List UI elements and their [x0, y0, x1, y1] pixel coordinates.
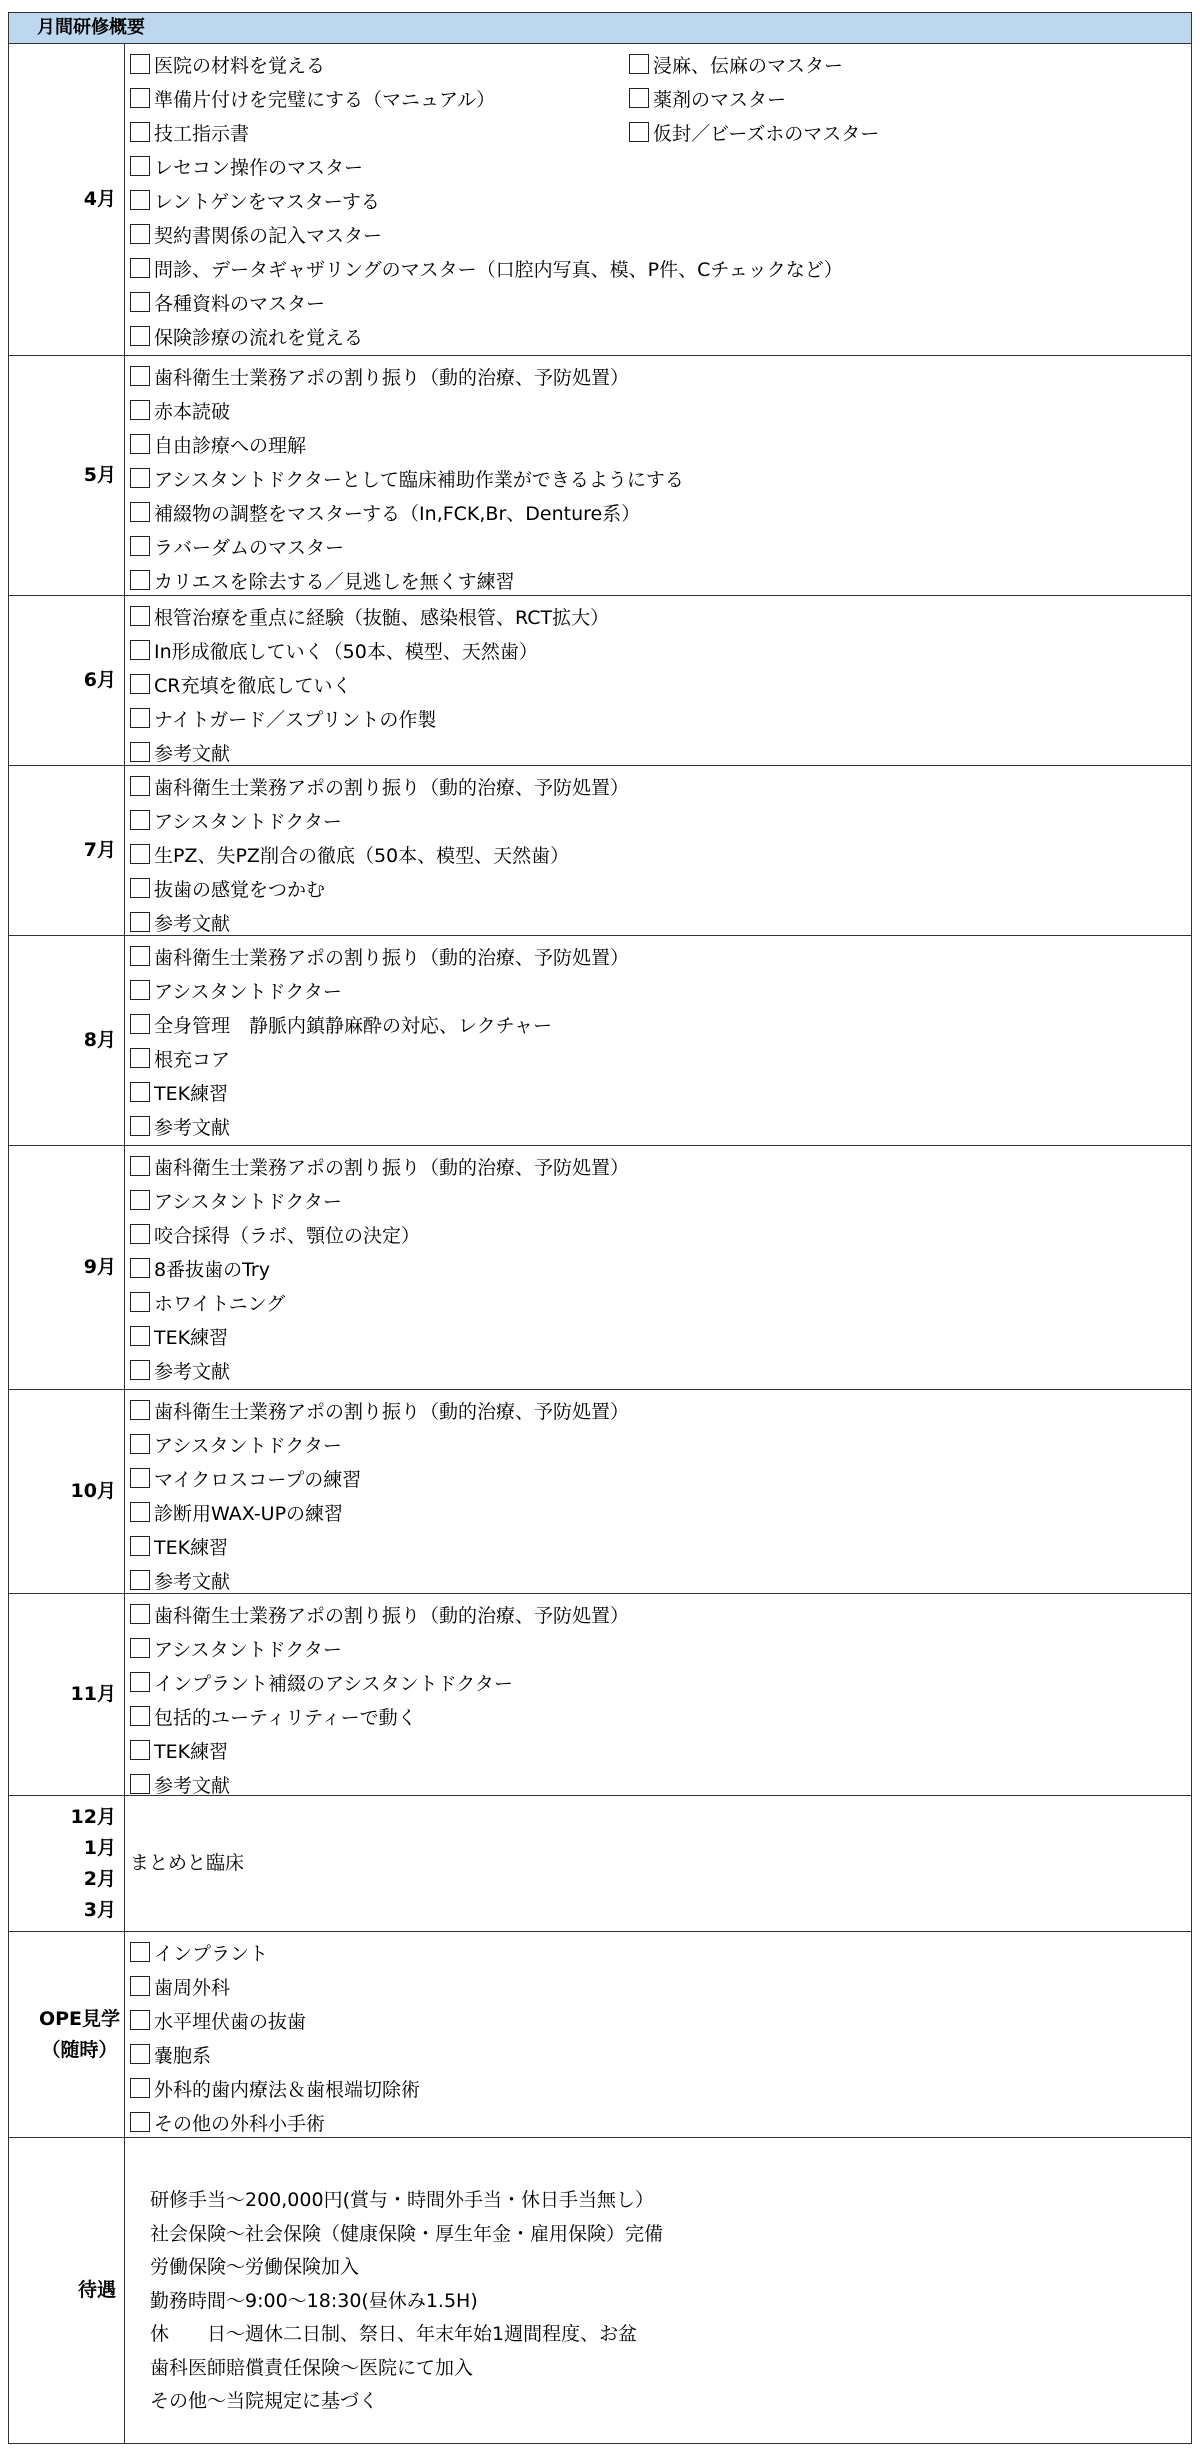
section-treatment [8, 2138, 1192, 2444]
task-label: 歯周外科 [154, 1976, 231, 1999]
checkbox[interactable] [130, 292, 150, 312]
treatment-lines [150, 2184, 663, 2419]
month-label: 7月 [83, 839, 116, 861]
section-label: OPE見学 [38, 2007, 120, 2030]
task-label: その他の外科小手術 [154, 2112, 326, 2135]
task-label: 歯科衛生士業務アポの割り振り（動的治療、予防処置） [154, 946, 630, 969]
task-label: レントゲンをマスターする [154, 190, 380, 213]
task-label: インプラント補綴のアシスタントドクター [154, 1672, 513, 1695]
checkbox[interactable] [130, 54, 150, 74]
task-item [130, 393, 1187, 427]
checkbox[interactable] [130, 1976, 150, 1996]
task-label: 歯科衛生士業務アポの割り振り（動的治療、予防処置） [154, 1400, 630, 1423]
task-label: インプラント [154, 1942, 269, 1965]
month-cell [9, 1146, 125, 1389]
checkbox[interactable] [130, 2044, 150, 2064]
checkbox[interactable] [130, 1672, 150, 1692]
month-cell [9, 44, 125, 355]
task-label: 歯科衛生士業務アポの割り振り（動的治療、予防処置） [154, 1156, 630, 1179]
task-item [130, 1109, 1187, 1143]
task-label: 歯科衛生士業務アポの割り振り（動的治療、予防処置） [154, 1604, 630, 1627]
sheet-title: 月間研修概要 [37, 17, 145, 38]
task-label: 包括的ユーティリティーで動く [154, 1706, 417, 1729]
month-label: 5月 [83, 464, 116, 486]
checkbox[interactable] [130, 1774, 150, 1794]
checkbox[interactable] [130, 190, 150, 210]
task-item [130, 1495, 1187, 1529]
task-item [130, 871, 1187, 905]
task-item [629, 81, 1187, 115]
checkbox[interactable] [130, 258, 150, 278]
section-november [8, 1594, 1192, 1796]
task-item [130, 1935, 1187, 1969]
treatment-line: 社会保険～社会保険（健康保険・厚生年金・雇用保険）完備 [150, 2222, 664, 2245]
task-label: アシスタントドクター [154, 1638, 342, 1661]
month-label: 11月 [70, 1683, 116, 1705]
treatment-line: 研修手当～200,000円(賞与・時間外手当・休日手当無し） [150, 2189, 654, 2211]
task-item [130, 1075, 1187, 1109]
checkbox[interactable] [130, 468, 150, 488]
task-item [130, 1699, 1187, 1733]
month-cell [9, 596, 125, 765]
section-october [8, 1390, 1192, 1594]
task-item [130, 319, 1187, 353]
checkbox[interactable] [130, 536, 150, 556]
task-label: 準備片付けを完璧にする（マニュアル） [154, 88, 496, 111]
month-cell [9, 2138, 125, 2443]
task-label: 歯科衛生士業務アポの割り振り（動的治療、予防処置） [154, 776, 630, 799]
task-item [130, 2003, 1187, 2037]
task-item [130, 2071, 1187, 2105]
checkbox[interactable] [130, 1224, 150, 1244]
checkbox[interactable] [130, 156, 150, 176]
task-item [130, 1393, 1187, 1427]
checkbox[interactable] [130, 224, 150, 244]
checkbox[interactable] [130, 946, 150, 966]
month-cell [9, 1796, 125, 1931]
task-item [130, 1149, 1187, 1183]
task-label: 仮封／ビーズホのマスター [653, 122, 880, 145]
task-label: アシスタントドクター [154, 1190, 342, 1213]
task-label: 医院の材料を覚える [154, 54, 326, 77]
task-item [130, 1183, 1187, 1217]
task-item [130, 769, 1187, 803]
checkbox[interactable] [130, 1706, 150, 1726]
treatment-line: その他～当院規定に基づく [150, 2390, 379, 2412]
month-label: 4月 [83, 188, 116, 210]
checkbox[interactable] [130, 606, 150, 626]
checkbox[interactable] [130, 122, 150, 142]
task-label: 根充コア [154, 1048, 231, 1071]
task-label: アシスタントドクター [154, 980, 342, 1003]
treatment-line: 休 日～週休二日制、祭日、年末年始1週間程度、お盆 [150, 2323, 638, 2345]
task-item [130, 1461, 1187, 1495]
checkbox[interactable] [130, 2010, 150, 2030]
checkbox[interactable] [130, 1360, 150, 1380]
month-label: 1月 [83, 1836, 116, 1859]
task-label: 赤本読破 [154, 400, 231, 423]
task-item [130, 149, 1187, 183]
month-label: 12月 [70, 1805, 116, 1828]
task-item [130, 667, 1187, 701]
task-label: レセコン操作のマスター [154, 156, 364, 179]
month-label: 3月 [83, 1898, 116, 1921]
task-item [130, 1007, 1187, 1041]
checkbox[interactable] [130, 1502, 150, 1522]
task-label: CR充填を徹底していく [154, 674, 352, 697]
task-label: 歯科衛生士業務アポの割り振り（動的治療、予防処置） [154, 366, 630, 389]
task-label: 契約書関係の記入マスター [154, 224, 383, 247]
task-label: TEK練習 [154, 1082, 229, 1105]
checkbox[interactable] [130, 980, 150, 1000]
task-label: 参考文献 [154, 1774, 231, 1797]
section-july [8, 766, 1192, 936]
task-label: 嚢胞系 [154, 2044, 212, 2067]
month-cell [9, 356, 125, 595]
checkbox[interactable] [130, 1190, 150, 1210]
task-item [130, 1733, 1187, 1767]
checkbox[interactable] [130, 2112, 150, 2132]
task-item [130, 803, 1187, 837]
task-label: 各種資料のマスター [154, 292, 326, 315]
task-item [130, 183, 1187, 217]
checkbox[interactable] [130, 844, 150, 864]
task-item [130, 1969, 1187, 2003]
checkbox[interactable] [130, 912, 150, 932]
task-item [130, 563, 1187, 597]
task-label: 水平埋伏歯の抜歯 [154, 2010, 307, 2033]
section-ope-observation [8, 1932, 1192, 2138]
task-label: 問診、データギャザリングのマスター（口腔内写真、模、P件、Cチェックなど） [154, 258, 843, 281]
month-label: 6月 [83, 669, 116, 691]
checkbox[interactable] [130, 810, 150, 830]
checkbox[interactable] [130, 776, 150, 796]
task-item [130, 1563, 1187, 1597]
task-label: アシスタントドクター [154, 1434, 342, 1457]
month-cell [9, 936, 125, 1145]
checkbox[interactable] [130, 1014, 150, 1034]
summary-text: まとめと臨床 [130, 1852, 245, 1874]
task-label: 参考文献 [154, 1360, 231, 1383]
checkbox[interactable] [130, 1740, 150, 1760]
checkbox[interactable] [130, 742, 150, 762]
task-item [130, 1217, 1187, 1251]
task-item [130, 599, 1187, 633]
checkbox[interactable] [130, 88, 150, 108]
task-label: 外科的歯内療法＆歯根端切除術 [154, 2078, 421, 2101]
section-september [8, 1146, 1192, 1390]
month-label: 9月 [83, 1256, 116, 1278]
checkbox[interactable] [629, 122, 649, 142]
task-label: 保険診療の流れを覚える [154, 326, 364, 349]
checkbox[interactable] [130, 1570, 150, 1590]
checkbox[interactable] [130, 674, 150, 694]
task-item [130, 1251, 1187, 1285]
checkbox[interactable] [130, 1536, 150, 1556]
task-label: 参考文献 [154, 1570, 231, 1593]
task-label: TEK練習 [154, 1326, 229, 1349]
task-item [130, 1631, 1187, 1665]
task-item [130, 633, 1187, 667]
task-item [130, 735, 1187, 769]
task-label: 抜歯の感覚をつかむ [154, 878, 326, 901]
section-april [8, 44, 1192, 356]
checkbox[interactable] [629, 88, 649, 108]
task-label: 参考文献 [154, 912, 231, 935]
task-label: カリエスを除去する／見逃しを無くす練習 [154, 570, 515, 593]
task-label: 薬剤のマスター [653, 88, 787, 111]
treatment-line: 歯科医師賠償責任保険～医院にて加入 [150, 2356, 474, 2379]
task-item [130, 1529, 1187, 1563]
checkbox[interactable] [130, 640, 150, 660]
checkbox[interactable] [130, 1326, 150, 1346]
task-label: 根管治療を重点に経験（抜髄、感染根管、RCT拡大） [154, 606, 610, 629]
task-label: TEK練習 [154, 1536, 229, 1559]
checkbox[interactable] [130, 400, 150, 420]
task-item [130, 2105, 1187, 2139]
task-item [130, 1319, 1187, 1353]
task-item [130, 251, 1187, 285]
task-item [130, 461, 1187, 495]
task-item [130, 939, 1187, 973]
task-item [130, 905, 1187, 939]
task-label: In形成徹底していく（50本、模型、天然歯） [154, 640, 538, 663]
task-label: 参考文献 [154, 742, 231, 765]
month-label: 10月 [70, 1480, 116, 1502]
checkbox[interactable] [130, 1468, 150, 1488]
task-item [130, 837, 1187, 871]
month-cell [9, 1390, 125, 1593]
checkbox[interactable] [130, 708, 150, 728]
treatment-line: 労働保険～労働保険加入 [150, 2256, 360, 2278]
checkbox[interactable] [629, 54, 649, 74]
task-label: マイクロスコープの練習 [154, 1468, 362, 1491]
section-label: （随時） [41, 2038, 118, 2061]
task-label: アシスタントドクター [154, 810, 342, 833]
checkbox[interactable] [130, 1604, 150, 1624]
task-label: 全身管理 静脈内鎮静麻酔の対応、レクチャー [154, 1014, 553, 1037]
task-item [130, 359, 1187, 393]
checkbox[interactable] [130, 1116, 150, 1136]
checkbox[interactable] [130, 1292, 150, 1312]
task-item [130, 1041, 1187, 1075]
checkbox[interactable] [130, 878, 150, 898]
checkbox[interactable] [130, 1942, 150, 1962]
section-june [8, 596, 1192, 766]
sheet-header [8, 12, 1192, 44]
task-item [629, 115, 1187, 149]
task-label: 参考文献 [154, 1116, 231, 1139]
task-label: TEK練習 [154, 1740, 229, 1763]
task-item [130, 529, 1187, 563]
checkbox[interactable] [130, 1048, 150, 1068]
task-item [130, 1597, 1187, 1631]
task-item [130, 973, 1187, 1007]
task-label: 診断用WAX-UPの練習 [154, 1502, 344, 1525]
checkbox[interactable] [130, 1434, 150, 1454]
checkbox[interactable] [130, 1082, 150, 1102]
section-dec-mar [8, 1796, 1192, 1932]
checkbox[interactable] [130, 1156, 150, 1176]
task-item [130, 495, 1187, 529]
task-item [130, 701, 1187, 735]
task-label: 補綴物の調整をマスターする（In,FCK,Br、Denture系） [154, 502, 641, 525]
task-item [629, 47, 1187, 81]
checkbox[interactable] [130, 434, 150, 454]
task-item [130, 285, 1187, 319]
month-cell [9, 766, 125, 935]
treatment-line: 勤務時間～9:00～18:30(昼休み1.5H) [150, 2289, 478, 2312]
section-may [8, 356, 1192, 596]
task-label: 生PZ、失PZ削合の徹底（50本、模型、天然歯） [154, 844, 570, 867]
task-label: アシスタントドクターとして臨床補助作業ができるようにする [154, 468, 684, 491]
checkbox[interactable] [130, 570, 150, 590]
month-label: 2月 [83, 1867, 116, 1890]
month-cell [9, 1932, 125, 2137]
task-label: ナイトガード／スプリントの作製 [154, 708, 437, 731]
checkbox[interactable] [130, 502, 150, 522]
task-label: 自由診療への理解 [154, 434, 307, 457]
checkbox[interactable] [130, 326, 150, 346]
checkbox[interactable] [130, 1638, 150, 1658]
task-item [130, 2037, 1187, 2071]
task-label: ラバーダムのマスター [154, 536, 345, 559]
task-label: ホワイトニング [154, 1292, 286, 1315]
task-label: 咬合採得（ラボ、顎位の決定） [154, 1224, 421, 1247]
checkbox[interactable] [130, 366, 150, 386]
task-item [130, 1665, 1187, 1699]
checkbox[interactable] [130, 2078, 150, 2098]
task-label: 浸麻、伝麻のマスター [653, 54, 844, 77]
task-item [130, 1285, 1187, 1319]
task-item [130, 1427, 1187, 1461]
task-label: 8番抜歯のTry [154, 1258, 270, 1281]
month-cell [9, 1594, 125, 1795]
section-label: 待遇 [77, 2279, 116, 2301]
task-item [130, 1353, 1187, 1387]
task-item [130, 427, 1187, 461]
month-label: 8月 [83, 1029, 116, 1051]
task-item [130, 217, 1187, 251]
task-label: 技工指示書 [154, 122, 250, 145]
checkbox[interactable] [130, 1400, 150, 1420]
section-august [8, 936, 1192, 1146]
checkbox[interactable] [130, 1258, 150, 1278]
